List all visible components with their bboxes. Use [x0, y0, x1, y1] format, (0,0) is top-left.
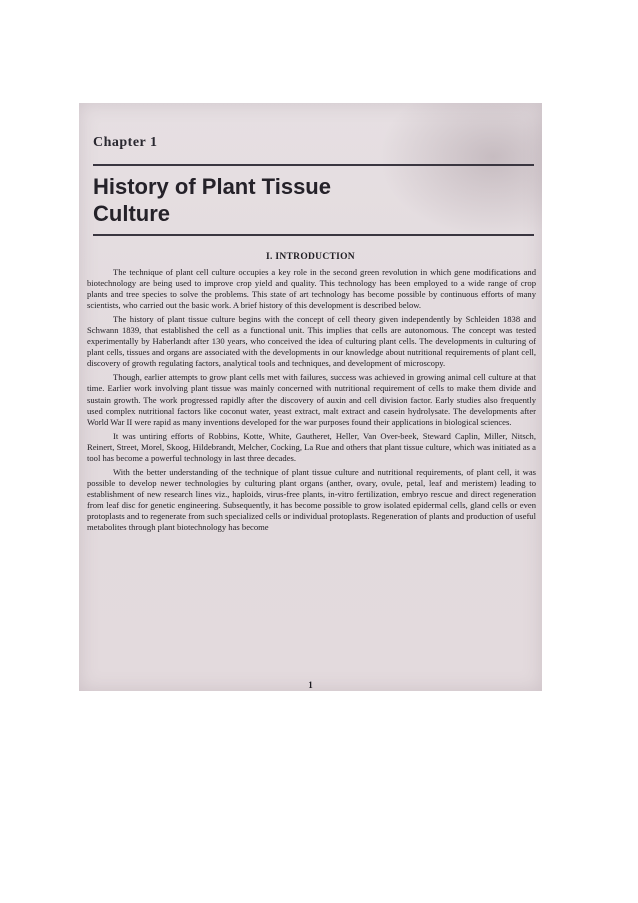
paragraph-2: The history of plant tissue culture begins with the concept of cell theory given independently by Schleiden 1838 and Schwann 1839, that established the cell as a functional unit. This implies that cells are autonomous. The concept was tested experimentally by Haberlandt after 130 years, who conceived the idea of culturing plant cells. The developments in culturing of plant cells, tissues and organs are associated with the developments in our knowledge about nutritional requirements of plant cell, discovery of growth regulating factors, analytical tools and techniques, and development of microscopy.	[87, 314, 536, 369]
paragraph-5: With the better understanding of the technique of plant tissue culture and nutritional requirements, of plant cell, it was possible to develop newer technologies by culturing plant organs (anther, ovary, ovule, petal, leaf and meristem) leading to establishment of new research lines viz., haploids, virus-free plants, in-vitro fertilization, embryo rescue and direct regeneration from leaf disc for genetic engineering. Subsequently, it has become possible to grow isolated epidermal cells, gland cells or even protoplasts and to regenerate from such specialized cells or individual protoplasts. Regeneration of plants and production of useful metabolites through plant biotechnology has become	[87, 466, 536, 533]
chapter-label: Chapter 1	[93, 135, 158, 150]
bleed-through-shadow	[379, 103, 542, 238]
title-rule-bottom	[93, 234, 534, 236]
section-heading: I. INTRODUCTION	[266, 252, 355, 262]
title-rule-top	[93, 164, 534, 166]
body-text	[87, 267, 536, 536]
paragraph-4: It was untiring efforts of Robbins, Kotte, White, Gautheret, Heller, Van Over-beek, Steward Caplin, Miller, Nitsch, Reinert, Street, Morel, Skoog, Hildebrandt, Melcher, Cocking, La Rue and others that plant tissue culture, which was initiated as a tool has become a powerful technology in last three decades.	[87, 430, 536, 463]
paragraph-1: The technique of plant cell culture occupies a key role in the second green revolution in which gene modifications and biotechnology are being used to improve crop yield and quality. This technology has been employed to a wide range of crop plants and tree species to solve the problems. This state of art technology has become possible by continuous efforts of many scientists, who carried out the basic work. A brief history of this development is described below.	[87, 267, 536, 311]
scanned-book-page	[79, 103, 542, 691]
chapter-title: History of Plant Tissue Culture	[93, 174, 331, 226]
page-number: 1	[308, 680, 313, 690]
paragraph-3: Though, earlier attempts to grow plant cells met with failures, success was achieved in growing animal cell culture at that time. Earlier work involving plant tissue was mainly concerned with nutritional requirement of cells to make them divide and sustain growth. The work progressed rapidly after the discovery of auxin and cell division factor. Early studies also frequently used complex nutritional factors like coconut water, yeast extract, malt extract and casein hydrolysate. The developments after World War II were rapid as many inventions developed for the war purposes found their applications in biological sciences.	[87, 372, 536, 427]
